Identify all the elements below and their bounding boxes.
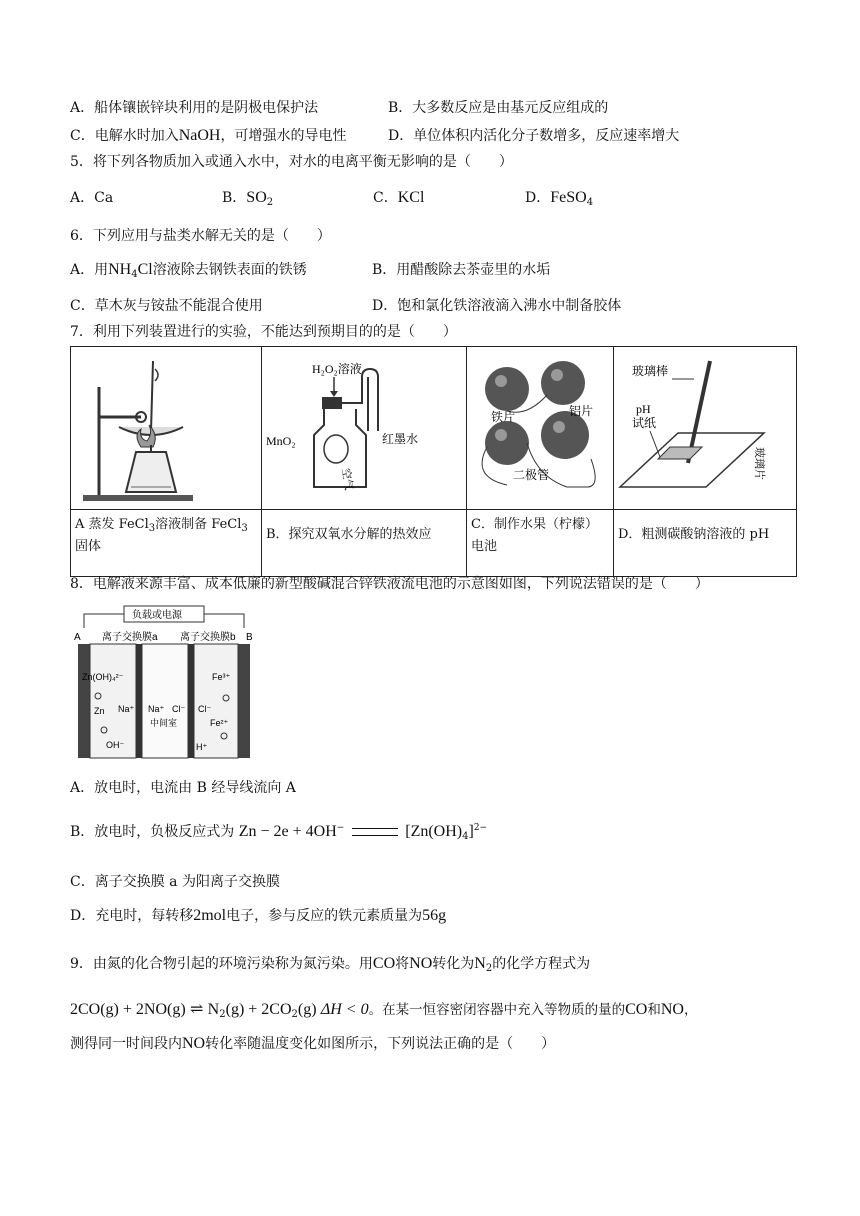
stem-text: ， [683,1002,698,1018]
label-membrane-b: 离子交换膜b [180,632,236,643]
label-cl: Cl⁻ [198,704,212,714]
h2o2-apparatus-icon [262,347,466,509]
figure-c-fruit-battery [467,347,614,510]
stem-text: 将 [395,956,410,972]
label-red-ink: 红墨水 [382,432,419,446]
q6-option-a [70,260,307,280]
formula: NO [182,1035,206,1052]
q4-option-b [388,98,608,118]
q7-stem: 7．利用下列装置进行的实验，不能达到预期目的的是（ ） [70,324,457,340]
q8-option-d [70,906,446,926]
caption-text: 固体 [75,539,102,554]
option-label: A． [70,190,95,206]
caption-c [467,510,614,577]
option-text: 电子，参与反应的铁元素质量为 [226,908,423,924]
label-zn: Zn [94,706,105,716]
label-rod: 玻璃棒 [632,364,669,378]
caption-text: C．制作水果（柠檬） [471,517,598,532]
option-label: B． [372,262,397,278]
q5-options [70,188,770,210]
option-label: B． [70,824,95,840]
option-text: 大多数反应是由基元反应组成的 [412,100,609,116]
stem-text: 9．由氮的化合物引起的环境污染称为氮污染。用 [70,956,373,972]
q5-stem: 5．将下列各物质加入或通入水中，对水的电离平衡无影响的是（ ） [70,154,513,170]
formula: N [474,955,486,972]
option-text: 放电时，电流由 B 经导线流向 A [94,780,296,796]
caption-b: B．探究双氧水分解的热效应 [262,510,467,577]
caption-d: D．粗测碳酸钠溶液的 pH [614,510,797,577]
q9-stem-line2 [70,1000,697,1020]
label-zn-oh4: Zn(OH)₄²⁻ [82,672,124,682]
q8-stem: 8．电解液来源丰富、成本低廉的新型酸碱混合锌铁液流电池的示意图如图，下列说法错误的是（ ） [70,576,709,592]
option-text: 用醋酸除去茶壶里的水垢 [396,262,551,278]
option-label: A． [70,262,95,278]
equation-left: Zn − 2e + 4OH [238,823,337,840]
q9-stem-line1 [70,954,590,974]
q5-option-b [222,188,273,208]
label-fe: 铁片 [491,410,516,424]
formula: NaOH [178,127,221,144]
caption-text: 溶液制备 FeCl [155,517,242,532]
q5-option-a [70,188,113,208]
formula: Cl [137,261,153,278]
subscript: 2 [266,197,274,208]
formula: CO [372,955,396,972]
stem-text: 。在某一恒容密闭容器中充入等物质的量的 [368,1002,626,1018]
label-al: 铝片 [569,404,594,418]
formula: (g) + 2CO [225,1001,292,1018]
stem-text: 转化为 [432,956,475,972]
label-cl-middle: Cl⁻ [172,704,186,714]
formula: FeSO [550,189,587,206]
label-b: B [246,632,253,643]
option-text: 用 [94,262,109,278]
caption-text: A 蒸发 FeCl [75,517,149,532]
q6-option-d [372,296,621,316]
subscript: 4 [131,269,138,280]
option-label: D． [525,190,551,206]
label-na: Na⁺ [118,704,135,714]
formula: KCl [397,189,425,206]
superscript: 2− [473,823,488,833]
q5-option-d [525,188,593,208]
stem-text: 转化率随温度变化如图所示，下列说法正确的是（ ） [205,1036,556,1052]
subscript: 4 [462,831,469,842]
option-text: 充电时，每转移 [95,908,194,924]
superscript: − [336,823,345,833]
q6-option-c [70,296,263,316]
formula: NO [660,1001,684,1018]
evaporation-apparatus-icon [71,347,261,509]
label-na-middle: Na⁺ [148,704,165,714]
formula: N [207,1001,220,1018]
option-label: C． [70,874,95,890]
enthalpy: ΔH < 0 [320,1001,369,1018]
label-h: H⁺ [196,742,208,752]
q4-option-d [388,126,679,146]
q8-option-b [70,822,487,842]
label-oh: OH⁻ [106,740,125,750]
option-text: ，可增强水的导电性 [220,128,347,144]
label-fe2: Fe²⁺ [210,718,229,728]
option-text: 草木灰与铵盐不能混合使用 [94,298,263,314]
subscript: 3 [148,523,156,534]
label-a: A [74,632,81,643]
caption-a [71,510,262,577]
label-fe3: Fe³⁺ [212,672,231,682]
figure-a-evaporation [71,347,262,510]
subscript: 2 [291,1009,298,1020]
formula: 2mol [193,907,227,924]
option-text: 饱和氯化铁溶液滴入沸水中制备胶体 [397,298,622,314]
stem-text: 和 [647,1002,661,1018]
fruit-battery-icon [467,347,613,509]
option-label: B． [388,100,413,116]
formula: NO [409,955,433,972]
label-glass: 玻璃片 [753,447,765,480]
label-membrane-a: 离子交换膜a [102,632,158,643]
label-middle-chamber: 中间室 [150,718,178,728]
option-label: D． [388,128,414,144]
formula: CO [625,1001,648,1018]
figure-d-ph-test [614,347,797,510]
ph-test-icon [614,347,796,509]
q8-battery-diagram [74,602,254,762]
q6-stem: 6．下列应用与盐类水解无关的是（ ） [70,228,331,244]
label-ph: pH [636,402,651,416]
label-diode: 二极管 [513,468,550,482]
label-paper: 试纸 [632,416,657,430]
subscript: 3 [241,523,248,534]
formula: SO [246,189,267,206]
equation-right: [Zn(OH) [405,823,463,840]
subscript: 2 [485,963,493,974]
formula: (g) [297,1001,317,1018]
formula: NH [108,261,132,278]
q8-option-a [70,778,296,798]
q7-apparatus-table [70,346,797,577]
caption-text: 电池 [471,539,498,554]
subscript: 2 [219,1009,226,1020]
q8-option-c [70,872,280,892]
option-label: A． [70,100,95,116]
formula: 56g [422,907,447,924]
option-text: 放电时，负极反应式为 [94,824,235,840]
equals-sign [352,828,398,836]
option-label: B． [222,190,247,206]
option-label: C． [373,190,398,206]
option-label: C． [70,128,95,144]
option-text: Ca [94,190,114,206]
label-h2o2: H₂O₂溶液 [312,362,362,376]
stem-text: 测得同一时间段内 [70,1036,182,1052]
label-mno2: MnO₂ [266,434,296,448]
option-text: 离子交换膜 a 为阳离子交换膜 [94,874,280,890]
subscript: 4 [586,197,594,208]
option-label: D． [372,298,398,314]
equilibrium-arrow: ⇌ [189,1001,204,1018]
equation-left: 2CO(g) + 2NO(g) [70,1001,186,1018]
label-load: 负载或电源 [132,610,182,621]
q4-option-a [70,98,318,118]
q6-option-b [372,260,550,280]
option-text: 船体镶嵌锌块利用的是阴极电保护法 [94,100,319,116]
bracket: ] [468,823,474,840]
option-text: 电解水时加入 [94,128,179,144]
flow-battery-icon [74,602,254,762]
q4-option-c [70,126,346,146]
option-text: 溶液除去钢铁表面的铁锈 [152,262,307,278]
option-label: C． [70,298,95,314]
option-label: A． [70,780,95,796]
label-air: 空气 [339,467,355,492]
option-label: D． [70,908,96,924]
q9-stem-line3 [70,1034,555,1054]
q5-option-c [373,188,424,208]
option-text: 单位体积内活化分子数增多，反应速率增大 [413,128,680,144]
stem-text: 的化学方程式为 [492,956,591,972]
figure-b-h2o2 [262,347,467,510]
